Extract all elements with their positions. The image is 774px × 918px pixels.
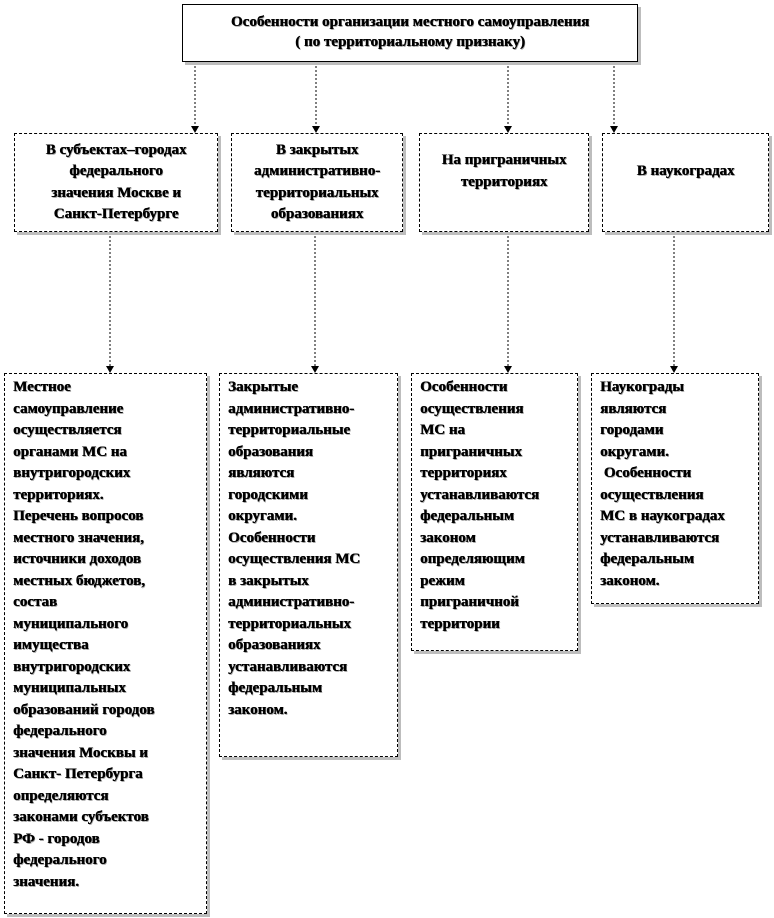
description-line: устанавливаются [600,529,720,546]
description-line: МС на [420,422,465,438]
description-line: РФ - городов [13,830,100,847]
description-line: территориях [420,465,507,481]
description-line: значения Москвы и [13,744,148,761]
category-line: значения Москве и [51,184,181,201]
description-line: городскими [228,486,308,503]
description-line: в закрытых [228,572,309,589]
description-line: образованиях [228,637,321,653]
description-line: осуществляется [13,422,122,438]
description-line: городами [600,422,664,438]
arrowhead-icon [312,126,320,133]
description-line: приграничных [420,443,522,460]
description-line: осуществления [600,486,704,503]
description-line: законом [420,529,476,546]
category-box-federal-cities [14,133,218,232]
description-line: внутригородских [13,465,131,481]
description-line: осуществления МС [228,551,361,567]
diagram-title [182,4,638,62]
description-line: федеральным [228,680,322,696]
description-line: состав [13,594,57,610]
arrowhead-icon [504,126,512,133]
description-line: федерального [13,723,107,739]
description-box-border-territories [411,373,578,651]
description-line: определяющим [420,551,525,567]
description-line: Особенности [228,529,316,546]
arrowhead-icon [670,366,678,373]
arrowhead-icon [504,366,512,373]
description-line: значения. [13,873,79,890]
description-line: местного значения, [13,529,144,546]
title-line: Особенности организации местного самоуправления [230,14,590,30]
description-line: самоуправление [13,400,124,417]
category-line: В закрытых [275,141,359,158]
description-line: территориальных [228,615,351,632]
description-line: Закрытые [228,379,298,395]
description-line: местных бюджетов, [13,572,145,589]
category-box-science-cities [602,133,769,232]
category-line: территориальных [255,184,379,201]
description-line: режим [420,572,465,589]
description-line: законом. [600,572,660,589]
description-box-federal-cities [4,373,207,914]
description-line: устанавливаются [228,658,348,675]
description-line: федеральным [600,551,694,567]
description-line: муниципального [13,615,128,632]
arrowhead-icon [610,126,618,133]
description-line: Особенности [600,465,691,481]
category-line: территориях [460,173,548,190]
category-line: В субъектах–городах [45,141,187,158]
description-line: определяются [13,787,109,804]
category-line: федерального [69,163,163,179]
description-line: Перечень вопросов [13,508,144,524]
description-box-science-cities [591,373,759,604]
description-line: Санкт- Петербурга [13,766,143,782]
description-line: образований городов [13,701,155,718]
description-box-closed-territories [219,373,398,757]
description-line: Особенности [420,379,508,395]
description-line: приграничной [420,594,519,610]
category-box-border-territories [419,133,589,232]
title-line: ( по территориальному признаку) [295,34,525,50]
description-line: территориальные [228,422,350,438]
description-line: округами. [228,508,297,524]
description-line: федерального [13,852,107,868]
arrowhead-icon [106,366,114,373]
arrowhead-icon [191,126,199,133]
category-line: Санкт-Петербурге [53,206,179,222]
category-line: административно- [253,163,381,179]
description-line: источники доходов [13,551,141,567]
description-line: федеральным [420,508,514,524]
description-line: органами МС на [13,443,127,460]
category-box-closed-territories [231,133,403,232]
description-line: являются [600,400,667,417]
description-line: территории [420,615,500,632]
category-line: На приграничных [441,152,567,168]
description-line: Местное [13,379,71,395]
description-line: Наукограды [600,379,684,395]
description-line: муниципальных [13,680,126,696]
description-line: административно- [228,594,355,610]
description-line: внутригородских [13,658,131,675]
description-line: административно- [228,400,355,417]
description-line: законами субъектов [13,809,149,825]
description-line: МС в наукоградах [600,508,725,524]
category-line: В наукоградах [636,162,735,179]
description-line: имущества [13,637,89,653]
description-line: законом. [228,701,288,718]
description-line: округами. [600,443,669,460]
category-line: образованиях [270,206,364,222]
description-line: территориях. [13,486,104,503]
description-line: образования [228,443,313,460]
arrowhead-icon [311,366,319,373]
description-line: являются [228,465,295,481]
description-line: осуществления [420,400,524,417]
description-line: устанавливаются [420,486,540,503]
